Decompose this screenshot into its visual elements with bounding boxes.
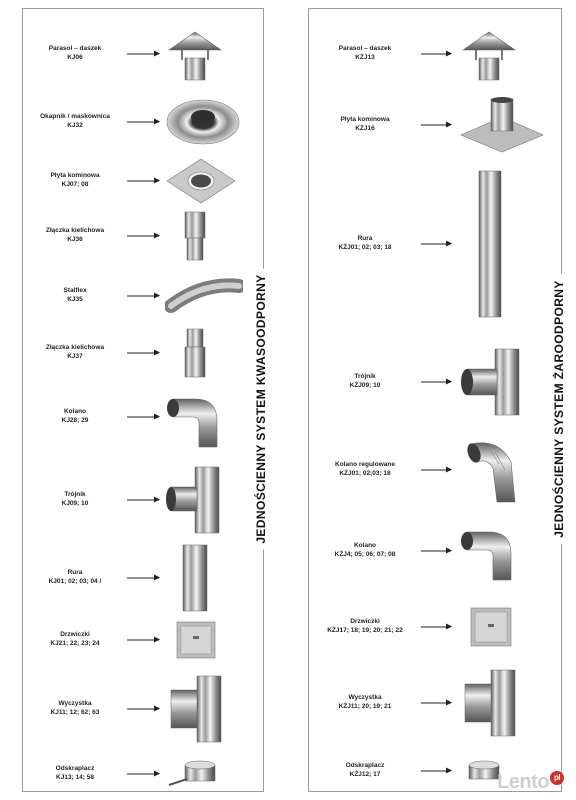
item-name: Wyczystka [58, 700, 92, 708]
arrow-icon [421, 54, 451, 55]
arrow-icon [127, 500, 159, 501]
adjustable-elbow-image [459, 434, 523, 506]
item-name: Trójnik [354, 373, 376, 381]
item-name: Kolano [63, 408, 87, 416]
item-code: KŻJ01; 02; 03; 18 [338, 244, 392, 251]
item-name: Parasol – daszek [48, 45, 102, 53]
chimney-plate-image [459, 97, 545, 153]
item-code: KJ07; 08 [61, 181, 89, 188]
arrow-icon [127, 54, 159, 55]
panel-heat-resistant [308, 8, 566, 792]
arrow-icon [127, 578, 159, 579]
item-name: Złączka kielichowa [45, 344, 105, 352]
item-code: KJ36 [67, 236, 83, 243]
item-code: KJ37 [67, 353, 83, 360]
item-name: Drzwiczki [60, 631, 90, 639]
item-name: Odskraplacz [345, 762, 385, 770]
watermark-logo: Lento pl [497, 771, 564, 794]
flexible-pipe-image [165, 276, 243, 316]
arrow-icon [421, 382, 451, 383]
door-image [459, 604, 519, 650]
item-code: KJ06 [67, 54, 83, 61]
item-name: Stalflex [63, 287, 87, 295]
item-code: KJ21; 22; 23; 24 [50, 640, 100, 647]
item-code: KŻJ01; 02;03; 18 [339, 470, 391, 477]
item-name: Rura [357, 235, 373, 243]
arrow-icon [421, 703, 451, 704]
item-code: KJ32 [67, 122, 83, 129]
cleanout-image [459, 668, 525, 738]
item-name: Okapnik / maskownica [40, 113, 110, 121]
item-name: Kolano [353, 542, 377, 550]
item-code: KJ11; 12; 62; 63 [50, 709, 100, 716]
chimney-plate-image [165, 157, 237, 205]
item-name: Parasol – daszek [338, 45, 392, 53]
pipe-image [165, 543, 225, 613]
arrow-icon [127, 709, 159, 710]
cleanout-image [165, 674, 231, 744]
item-code: KŻJ16 [355, 125, 375, 132]
chimney-collar-image [165, 97, 241, 147]
item-name: Kolano regulowane [335, 461, 395, 469]
item-code: KŻJ4; 05; 06; 07; 08 [334, 551, 396, 558]
panel-acid-resistant [22, 8, 268, 792]
tee-image [165, 465, 231, 535]
item-code: KŻJ13 [355, 54, 375, 61]
item-name: Płyta kominowa [340, 116, 390, 124]
socket-connector-image [165, 210, 225, 262]
tee-image [459, 347, 531, 417]
arrow-icon [127, 417, 159, 418]
item-code: KJ09; 10 [61, 500, 89, 507]
pipe-image [459, 169, 519, 319]
arrow-icon [127, 774, 159, 775]
item-code: KJ01; 02; 03; 04 / [48, 578, 102, 585]
rain-cap-image [459, 24, 519, 84]
item-name: Trójnik [64, 491, 86, 499]
socket-connector-image [165, 327, 225, 379]
item-name: Płyta kominowa [50, 172, 100, 180]
arrow-icon [127, 181, 159, 182]
item-name: Drzwiczki [350, 618, 380, 626]
door-image [165, 618, 225, 662]
item-code: KJ28; 29 [61, 417, 89, 424]
arrow-icon [127, 122, 159, 123]
item-name: Odskraplacz [55, 765, 95, 773]
item-code: KŻJ17; 18; 19; 20; 21; 22 [327, 627, 403, 634]
arrow-icon [421, 627, 451, 628]
item-name: Złączka kielichowa [45, 227, 105, 235]
item-name: Rura [67, 569, 83, 577]
elbow-image [459, 520, 523, 582]
item-code: KŻJ11; 20; 19; 21 [338, 703, 392, 710]
item-code: KJ13; 14; 58 [56, 774, 94, 781]
arrow-icon [127, 236, 159, 237]
arrow-icon [127, 353, 159, 354]
arrow-icon [127, 296, 159, 297]
item-name: Wyczystka [348, 694, 382, 702]
panel-title: JEDNOŚCIENNY SYSTEM ŻAROODPORNY [552, 274, 566, 544]
arrow-icon [421, 125, 451, 126]
arrow-icon [421, 244, 451, 245]
elbow-image [165, 385, 229, 449]
arrow-icon [421, 771, 451, 772]
arrow-icon [127, 640, 159, 641]
panel-title: JEDNOŚCIENNY SYSTEM KWASOODPORNY [254, 268, 268, 549]
rain-cap-image [165, 24, 225, 84]
item-code: KŻJ09; 10 [349, 382, 381, 389]
item-code: KŻJ12; 17 [349, 771, 381, 778]
item-code: KJ35 [67, 296, 83, 303]
condensate-trap-image [165, 759, 231, 789]
arrow-icon [421, 551, 451, 552]
arrow-icon [421, 470, 451, 471]
